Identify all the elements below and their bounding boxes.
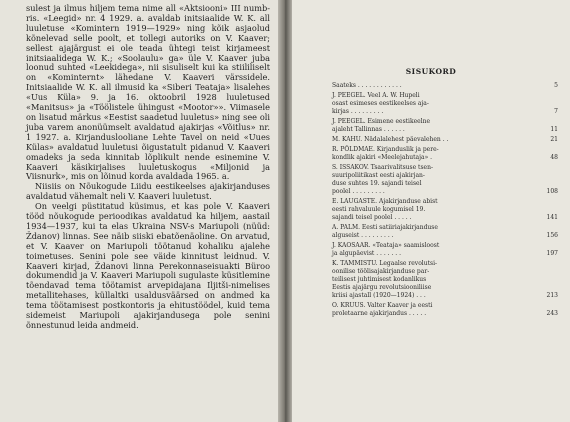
toc-entry — [332, 198, 558, 222]
toc-entry-line: J. PEEGEL. Esimene eestikeelne — [332, 118, 431, 125]
toc-entry-line: R. PÕLDMAE. Kirjanduslik ja pere- — [332, 146, 439, 153]
toc-entry-title — [332, 242, 542, 258]
toc-entry — [332, 82, 558, 90]
toc-entry — [332, 242, 558, 258]
toc-entry-line: ajaleht Tallinnas . . . . . . — [332, 126, 405, 133]
toc-entry-line: ja algupäevist . . . . . . . — [332, 250, 402, 257]
toc-entry-line: M. KAHU. Nädalalehest päevalehen . . — [332, 136, 449, 143]
toc-entry-line: sajandi teisel poolel . . . . . — [332, 214, 412, 221]
toc-entry-line: teilisest juhtimisest kodanlikus — [332, 276, 427, 283]
toc-entry-line: eesti rahvaluule kogumisel 19. — [332, 206, 426, 213]
toc-entry-line: O. KRUUS. Valter Kaaver ja eesti — [332, 302, 433, 309]
toc-entry-page: 197 — [546, 250, 558, 257]
right-page — [292, 0, 570, 422]
toc-entry-line: K. TAMMISTU. Legaalse revolutsi- — [332, 260, 438, 267]
toc-entry-title — [332, 82, 542, 90]
toc-entry-title — [332, 164, 542, 196]
toc-entry-line: J. PEEGEL. Veel A. W. Hupeli — [332, 92, 420, 99]
toc-entry-line: proletaarne ajakirjandus . . . . . — [332, 310, 427, 317]
toc-entry-page: 141 — [546, 214, 558, 221]
toc-entry-title — [332, 146, 542, 162]
toc-entry — [332, 164, 558, 196]
book-gutter — [278, 0, 292, 422]
table-of-contents — [332, 80, 558, 318]
toc-entry — [332, 118, 558, 134]
toc-entry-title — [332, 92, 542, 116]
toc-entry-line: Eestis ajajärgu revolutsiooniliise — [332, 284, 432, 291]
toc-entry — [332, 224, 558, 240]
toc-entry-line: poolel . . . . . . . . . — [332, 188, 385, 195]
toc-entry-page: 11 — [550, 126, 558, 133]
toc-entry-line: kriisi ajastall (1920—1924) . . . — [332, 292, 426, 299]
toc-entry-title — [332, 224, 542, 240]
toc-entry-line: osast esimeses eestikeelses aja- — [332, 100, 429, 107]
toc-entry — [332, 146, 558, 162]
paragraph-1: sulest ja ilmus hiljem tema nime all «Aktsiooni» III numb-ris. «Leegid» nr. 4 1929. a. avaldab initsiaalide W. K. all luuletuse «Komintern 1919—1929» ning kõik asjaolud kõnelevad selle poolt, et tollegi autoriks on V. Kaaver; sellest ajajärgust ei ole teada ühtegi teist kirjameest initsiaalidega W. K.; «Soolaulu» ga» üle V. Kaaver juba loonud suhted «Leekidega», nii sisuliselt kui ka stiililiselt on «Kominternt» lähedane V. Kaaveri värssidele. Initsiaalide W. K. all ilmusid ka «Siberi Teataja» lisalehes «Uus Küla» 9. ja 16. oktoobril 1928 luuletused «Manitsus» ja «Töölistele ühingust «Mootor»». Viimasele on lisatud märkus «Eestist saadetud luuletus» ning see oli juba varem anonüümselt avaldatud ajakirjas «Võitlus» nr. 1 1927. a. Kirjanduslooliane Lehte Tavel on neid «Uues Külas» avaldatud luuletusi õigustatult pidanud V. Kaaveri omadeks ja seda kinnitab lõplikult nende esinemine V. Kaaveri käsikirjalises luuletuskogus «Miljonid ja Viisnurk», mis on lõinud korda avaldada 1965. a. — [26, 3, 270, 182]
toc-entry-title — [332, 118, 542, 134]
toc-entry-line: Saateks . . . . . . . . . . . . — [332, 82, 402, 89]
toc-entry — [332, 260, 558, 300]
toc-entry-line: kirjas . . . . . . . . . — [332, 108, 384, 115]
toc-entry-line: E. LAUGASTE. Ajakirjanduse abist — [332, 198, 438, 205]
toc-entry-page: 213 — [546, 292, 558, 299]
toc-entry — [332, 302, 558, 318]
toc-entry-line: alguseist . . . . . . . . . — [332, 232, 394, 239]
toc-entry-line: oonilise töölisajakirjanduse par- — [332, 268, 430, 275]
toc-entry-page: 108 — [546, 188, 558, 195]
toc-entry-title — [332, 260, 542, 300]
toc-entry-page: 21 — [550, 136, 558, 143]
toc-entry-title — [332, 136, 542, 144]
toc-heading: SISUKORD — [405, 67, 457, 76]
toc-entry — [332, 136, 558, 144]
paragraph-2: Niisiis on Nõukogude Liidu eestikeelses ajakirjanduses avaldatud vähemalt neli V. Kaaveri luuletust. — [26, 181, 270, 202]
toc-entry-page: 243 — [546, 310, 558, 317]
toc-entry-page: 5 — [554, 82, 558, 89]
toc-entry-line: A. PALM. Eesti satiiriajakirjanduse — [332, 224, 438, 231]
toc-entry-page: 156 — [546, 232, 558, 239]
toc-entry-line: S. ISSAKOV. Tsaarivalitsuse tsen- — [332, 164, 433, 171]
left-page — [0, 0, 278, 422]
toc-entry-line: duse suhtes 19. sajandi teisel — [332, 180, 422, 187]
toc-entry-title — [332, 198, 542, 222]
toc-entry-page: 48 — [550, 154, 558, 161]
left-page-text — [26, 4, 270, 331]
toc-entry-page: 7 — [554, 108, 558, 115]
toc-entry-title — [332, 302, 542, 318]
toc-entry — [332, 92, 558, 116]
toc-entry-line: kondlik ajakiri «Meelejahutaja» . — [332, 154, 433, 161]
toc-entry-line: J. KAOSAAR. «Teataja» saamisloost — [332, 242, 440, 249]
toc-entry-line: suuripoliitikast eesti ajakirjan- — [332, 172, 425, 179]
paragraph-3: On veelgi püstitatud küsimus, et kas pole V. Kaaveri tööd nõukogude perioodikas avaldatud ka hiljem, aastail 1934—1937, kui ta elas Ukraina NSV-s Mariupoli (nüüd: Ždanov) linnas. See näib siiski ebatõenäoline. On arvatud, et V. Kaaver on Mariupoli töötanud kohaliku ajalehe toimetuses. Senini pole see väide kinnitust leidnud. V. Kaaveri kirjad, Ždanovi linna Perekonnaseisuakti Büroo dokumendid ja V. Kaaveri Mariupoli sugulaste küsitlemine tõendavad tema töötamist arvepidajana Iljitši-nimelises metallitehases, küllaltki usaldusväärsed on andmed ka tema töötamisest postkontoris ja ehitustöödel, kuid tema sidemeist Mariupoli ajakirjandusega pole senini õnnestunud leida andmeid. — [26, 201, 270, 330]
